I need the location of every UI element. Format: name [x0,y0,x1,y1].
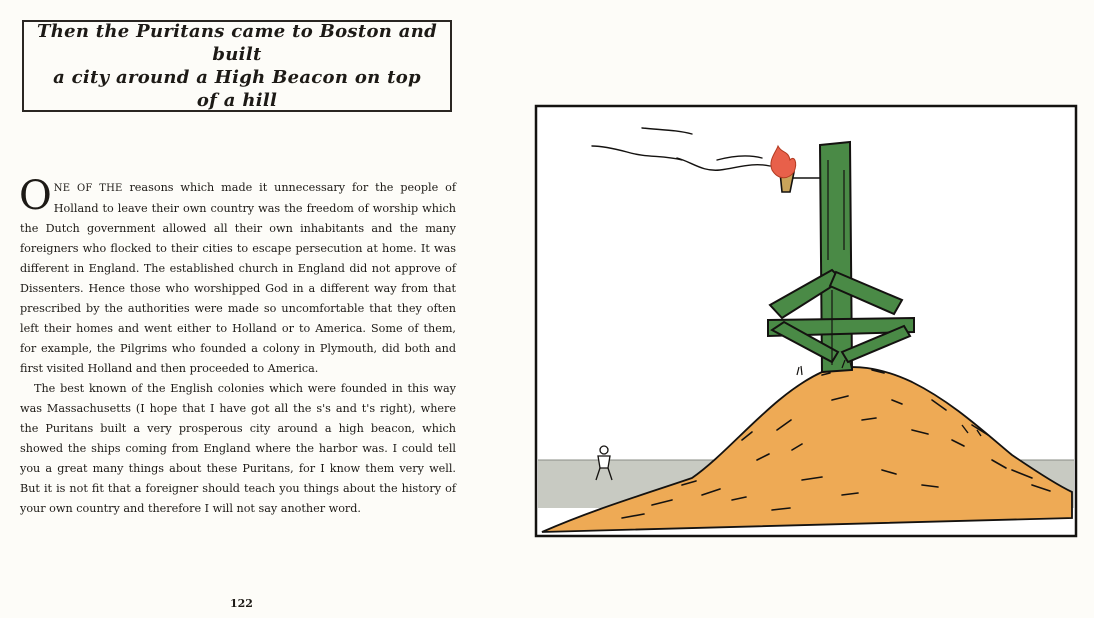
chapter-title-line-3: of a hill [196,90,278,111]
beacon-hill-image [532,100,1088,540]
body-text [19,173,456,519]
chapter-title-box [22,20,452,112]
page-number: 122 [230,597,253,610]
beacon-illustration [532,100,1088,540]
chapter-title-line-2: a city around a High Beacon on top [53,67,421,88]
paragraph-1 [19,173,456,379]
chapter-title-line-1: Then the Puritans came to Boston and built [37,21,437,65]
drop-cap: O [19,173,52,219]
paragraph-2: The best known of the English colonies which were founded in this way was Massachusetts (I hope that I have got all the s's and t's right), where the Puritans built a very prosperous city around a high beacon, which showed the ships coming from England where the harbor was. I could tell you a great many things about these Puritans, for I know them very well. But it is not fit that a foreigner should teach you things about the history of your own country and therefore I will not say another word. [20,382,456,515]
chapter-title [24,20,450,112]
paragraph-1-text: reasons which made it unnecessary for the people of Holland to leave their own country was the freedom of worship which the Dutch government allowed all their own inhabitants and the many foreigners who flocked to their cities to escape persecution at home. It was different in England. The established church in England did not approve of Dissenters. Hence those who worshipped God in a different way from that prescribed by the authorities were made so uncomfortable that they often left their homes and went either to Holland or to America. Some of them, for example, the Pilgrims who founded a colony in Plymouth, did both and first visited Holland and then proceeded to America. [20,181,456,375]
opening-smallcaps: NE OF THE [53,183,123,194]
